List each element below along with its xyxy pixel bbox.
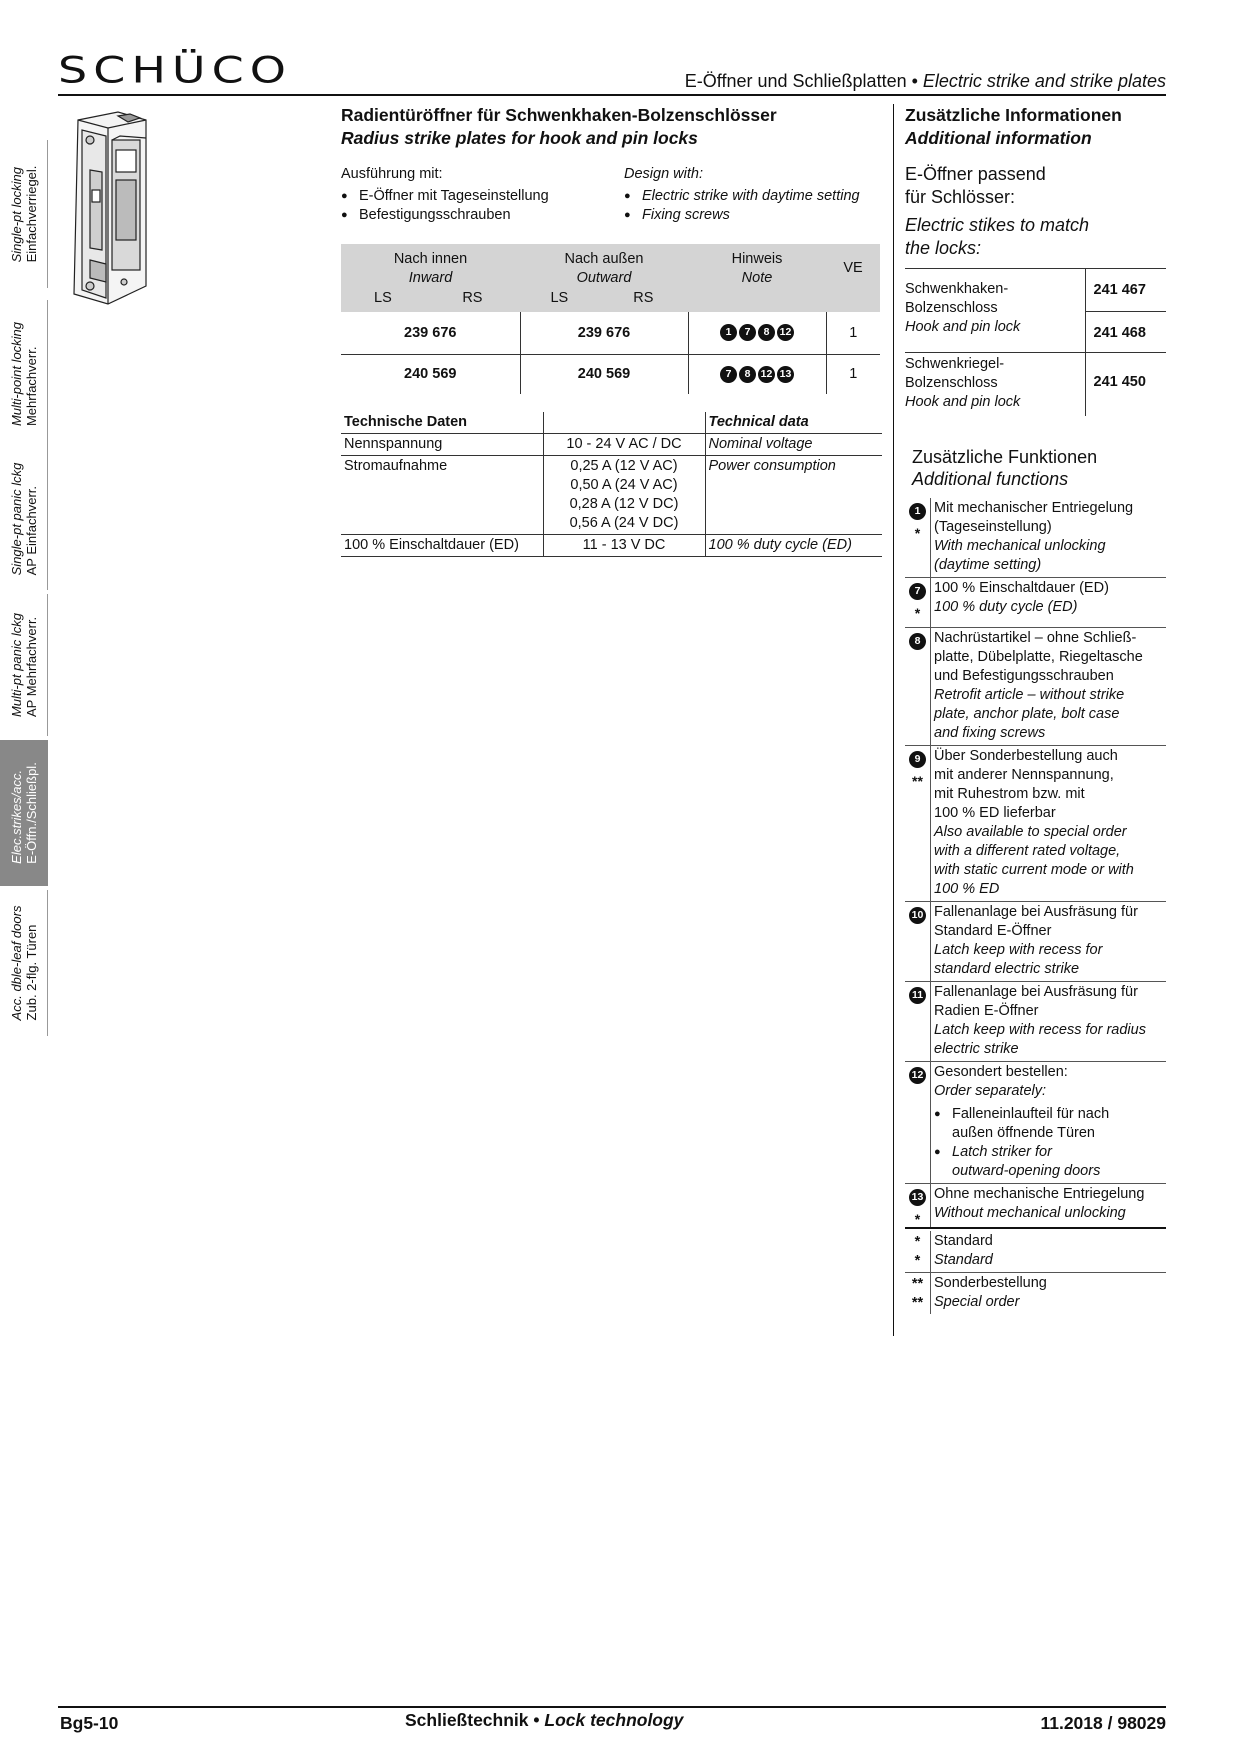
side-tab-multi-pt-panic-locking[interactable] xyxy=(0,594,48,736)
technical-data-table xyxy=(341,412,882,557)
tech-value-group xyxy=(543,456,705,535)
header-title-de: E-Öffner und Schließplatten xyxy=(684,71,907,91)
order-outward-cell: 239 676 xyxy=(520,312,688,354)
function-text-de: Nachrüstartikel – ohne Schließ- xyxy=(934,630,1137,646)
legend-mark: * xyxy=(914,1234,921,1250)
function-sub-text-de: Falleneinlaufteil für nach xyxy=(952,1106,1110,1122)
tech-label-en: Power consumption xyxy=(708,458,836,474)
function-sub-text-en: outward-opening doors xyxy=(952,1163,1101,1179)
function-item xyxy=(905,1062,1166,1184)
table-row xyxy=(341,354,880,394)
function-item xyxy=(905,1184,1166,1229)
header-title-en: Electric strike and strike plates xyxy=(922,71,1166,91)
order-ve-cell: 1 xyxy=(849,324,858,341)
col-outward-ls: LS xyxy=(550,290,569,306)
function-text-de: Gesondert bestellen: xyxy=(934,1064,1068,1080)
note-number-icon: 13 xyxy=(777,366,794,383)
function-text-de: Mit mechanischer Entriegelung xyxy=(934,500,1134,516)
function-text-en: electric strike xyxy=(934,1041,1019,1057)
legend-text-en: Standard xyxy=(934,1252,993,1268)
function-sub-text-en: Latch striker for xyxy=(952,1144,1052,1160)
matching-locks-table xyxy=(905,268,1166,416)
col-inward-de: Nach innen xyxy=(393,251,468,267)
function-number-icon: 8 xyxy=(909,633,926,650)
order-notes-cell xyxy=(688,354,826,394)
design-heading-en: Design with: xyxy=(624,166,703,182)
tech-header-row xyxy=(341,412,882,434)
function-item xyxy=(905,498,1166,578)
lock-name-de: Bolzenschloss xyxy=(905,375,998,391)
side-tab-label-en: Single-pt panic lckg xyxy=(8,462,24,576)
function-text-en: With mechanical unlocking xyxy=(934,538,1106,554)
locks-intro-en: Electric stikes to match xyxy=(905,215,1090,235)
side-tab-label-en: Elec.strikes/acc. xyxy=(9,769,24,864)
column-divider xyxy=(893,104,894,1336)
table-row xyxy=(905,269,1166,312)
star-marker: ** xyxy=(912,773,923,789)
order-inward-cell: 239 676 xyxy=(341,312,520,354)
header-rule xyxy=(58,94,1166,96)
function-text-en: Also available to special order xyxy=(934,824,1127,840)
function-number-icon: 11 xyxy=(909,987,926,1004)
function-sub-text-de: außen öffnende Türen xyxy=(952,1125,1095,1141)
lock-name-cell xyxy=(905,353,1085,417)
function-item xyxy=(905,578,1166,628)
function-text-en: Retrofit article – without strike xyxy=(934,687,1125,703)
page-header-title xyxy=(685,71,1166,92)
function-item xyxy=(905,628,1166,746)
locks-intro xyxy=(905,163,1089,260)
function-text-en: (daytime setting) xyxy=(934,557,1042,573)
table-row xyxy=(905,353,1166,417)
tech-value: 11 - 13 V DC xyxy=(543,535,705,557)
side-tab-label-en: Single-pt locking xyxy=(8,167,24,263)
function-text-en: Latch keep with recess for radius xyxy=(934,1022,1146,1038)
electric-strike-product-image xyxy=(60,110,150,306)
table-row xyxy=(341,312,880,354)
note-number-icon: 7 xyxy=(720,366,737,383)
function-item xyxy=(905,982,1166,1062)
tech-value: 0,25 A (12 V AC) xyxy=(570,458,678,474)
tech-label-en: 100 % duty cycle (ED) xyxy=(708,537,852,553)
legend-text-de: Sonderbestellung xyxy=(934,1275,1047,1291)
lock-name-en: Hook and pin lock xyxy=(905,394,1021,410)
lock-name-de: Schwenkriegel- xyxy=(905,356,1005,372)
function-number-icon: 10 xyxy=(909,907,926,924)
design-bullet-de: ● E-Öffner mit Tageseinstellung xyxy=(341,187,549,206)
order-ve-cell: 1 xyxy=(849,366,858,383)
table-row xyxy=(341,456,882,535)
function-number-icon: 13 xyxy=(909,1189,926,1206)
function-item xyxy=(905,746,1166,902)
footer-section-de: Schließtechnik xyxy=(405,1710,529,1730)
footer-section-en: Lock technology xyxy=(544,1710,684,1730)
order-outward-cell: 240 569 xyxy=(520,354,688,394)
side-tab-label-de: Zub. 2-flg. Türen xyxy=(23,924,39,1021)
col-ve: VE xyxy=(843,260,863,276)
order-number-table xyxy=(341,244,880,394)
note-number-icon: 7 xyxy=(739,324,756,341)
function-text-de: Radien E-Öffner xyxy=(934,1003,1039,1019)
tech-label-de: Nennspannung xyxy=(341,434,543,456)
schueco-logo: SCHÜCO xyxy=(58,48,292,92)
side-tab-single-point-locking[interactable] xyxy=(0,140,48,288)
lock-number: 241 468 xyxy=(1085,312,1166,353)
lock-name-cell xyxy=(905,269,1085,353)
function-text-en: 100 % ED xyxy=(934,881,1000,897)
order-table-header xyxy=(341,244,880,288)
side-tab-label-en: Multi-point locking xyxy=(8,321,24,427)
function-number-icon: 1 xyxy=(909,503,926,520)
footer-section-title xyxy=(405,1710,683,1731)
function-sub-bullet xyxy=(934,1105,1166,1143)
table-row xyxy=(341,434,882,456)
function-text-de: 100 % ED lieferbar xyxy=(934,805,1056,821)
page-number: Bg5-10 xyxy=(60,1713,119,1733)
function-text-en: Without mechanical unlocking xyxy=(934,1205,1126,1221)
star-marker: * xyxy=(914,525,921,541)
additional-info-title-de: Zusätzliche Informationen xyxy=(905,105,1122,125)
tech-head-en: Technical data xyxy=(708,414,809,430)
tech-value: 0,56 A (24 V DC) xyxy=(569,515,679,531)
legend-text-en: Special order xyxy=(934,1294,1020,1310)
additional-info-title-en: Additional information xyxy=(905,128,1092,148)
additional-info-title xyxy=(905,104,1122,150)
function-text-en: with a different rated voltage, xyxy=(934,843,1121,859)
col-note-en: Note xyxy=(741,270,773,286)
design-bullet-en: ● Fixing screws xyxy=(624,206,860,225)
header-title-sep: • xyxy=(906,71,923,91)
function-text-de: mit Ruhestrom bzw. mit xyxy=(934,786,1085,802)
additional-functions-title xyxy=(912,446,1097,490)
function-text-en: plate, anchor plate, bolt case xyxy=(934,706,1120,722)
design-bullet-en: ● Electric strike with daytime setting xyxy=(624,187,860,206)
col-inward-rs: RS xyxy=(462,290,483,306)
side-tab-multi-point-locking[interactable] xyxy=(0,300,48,448)
function-text-en: and fixing screws xyxy=(934,725,1046,741)
footer-doc-reference: 11.2018 / 98029 xyxy=(1040,1713,1166,1733)
tech-label-de: 100 % Einschaltdauer (ED) xyxy=(341,535,543,557)
tech-label-de: Stromaufnahme xyxy=(341,456,543,535)
function-text-de: Ohne mechanische Entriegelung xyxy=(934,1186,1145,1202)
design-en-block xyxy=(624,166,860,225)
star-marker: * xyxy=(914,605,921,621)
function-text-de: Standard E-Öffner xyxy=(934,923,1052,939)
design-de-block xyxy=(341,166,549,225)
side-tab-single-pt-panic-locking[interactable] xyxy=(0,448,48,590)
function-number-icon: 9 xyxy=(909,751,926,768)
tech-label-en: Nominal voltage xyxy=(708,436,813,452)
function-text-de: mit anderer Nennspannung, xyxy=(934,767,1114,783)
side-tab-electric-strikes-active[interactable] xyxy=(0,740,48,886)
product-title-en: Radius strike plates for hook and pin locks xyxy=(341,128,698,148)
note-number-icon: 12 xyxy=(777,324,794,341)
product-title xyxy=(341,104,777,150)
legend-mark: ** xyxy=(911,1295,924,1311)
order-inward-cell: 240 569 xyxy=(341,354,520,394)
product-title-de: Radientüröffner für Schwenkhaken-Bolzenschlösser xyxy=(341,105,777,125)
function-text-en: Latch keep with recess for xyxy=(934,942,1103,958)
locks-intro-de: für Schlösser: xyxy=(905,187,1016,207)
function-text-de: und Befestigungsschrauben xyxy=(934,668,1114,684)
note-number-icon: 8 xyxy=(739,366,756,383)
side-tab-accessories-double-leaf[interactable] xyxy=(0,890,48,1036)
side-tab-label-de: E-Öffn./Schließpl. xyxy=(24,762,39,864)
lock-name-de: Schwenkhaken- xyxy=(905,281,1009,297)
function-text-en: 100 % duty cycle (ED) xyxy=(934,599,1078,615)
lock-name-de: Bolzenschloss xyxy=(905,300,998,316)
additional-functions-list xyxy=(905,498,1166,1314)
star-marker: * xyxy=(914,1211,921,1227)
note-number-icon: 12 xyxy=(758,366,775,383)
lock-number: 241 467 xyxy=(1085,269,1166,312)
additional-functions-title-en: Additional functions xyxy=(912,469,1069,489)
table-row xyxy=(341,535,882,557)
note-number-icon: 8 xyxy=(758,324,775,341)
locks-intro-en: the locks: xyxy=(905,238,982,258)
design-heading-de: Ausführung mit: xyxy=(341,166,443,182)
legend-mark: ** xyxy=(911,1276,924,1292)
function-number-icon: 12 xyxy=(909,1067,926,1084)
function-text-en: Order separately: xyxy=(934,1083,1047,1099)
col-note-de: Hinweis xyxy=(731,251,783,267)
additional-functions-title-de: Zusätzliche Funktionen xyxy=(912,447,1098,467)
function-text-de: 100 % Einschaltdauer (ED) xyxy=(934,580,1109,596)
side-tab-label-de: Einfachverriegel. xyxy=(23,165,39,263)
side-tab-label-en: Acc. dble-leaf doors xyxy=(8,905,24,1021)
function-text-de: platte, Dübelplatte, Riegeltasche xyxy=(934,649,1143,665)
order-notes-cell xyxy=(688,312,826,354)
footer-rule xyxy=(58,1706,1166,1708)
side-tab-label-de: AP Mehrfachverr. xyxy=(23,616,39,718)
col-inward-en: Inward xyxy=(408,270,453,286)
side-tab-label-en: Multi-pt panic lckg xyxy=(8,612,24,718)
function-text-en: standard electric strike xyxy=(934,961,1080,977)
function-text-de: Fallenanlage bei Ausfräsung für xyxy=(934,984,1138,1000)
footer-section-sep: • xyxy=(528,1710,545,1730)
side-tab-label-de: AP Einfachverr. xyxy=(23,485,39,576)
locks-intro-de: E-Öffner passend xyxy=(905,164,1046,184)
function-text-de: Fallenanlage bei Ausfräsung für xyxy=(934,904,1138,920)
col-inward-ls: LS xyxy=(374,290,392,306)
function-text-de: (Tageseinstellung) xyxy=(934,519,1052,535)
tech-value: 0,50 A (24 V AC) xyxy=(570,477,678,493)
tech-value: 0,28 A (12 V DC) xyxy=(569,496,679,512)
legend-text-de: Standard xyxy=(934,1233,993,1249)
tech-value: 10 - 24 V AC / DC xyxy=(543,434,705,456)
tech-head-de: Technische Daten xyxy=(341,412,543,434)
col-outward-rs: RS xyxy=(633,290,654,306)
tech-head-value xyxy=(543,412,705,434)
lock-name-en: Hook and pin lock xyxy=(905,319,1021,335)
note-number-icon: 1 xyxy=(720,324,737,341)
function-text-en: with static current mode or with xyxy=(934,862,1134,878)
lock-number: 241 450 xyxy=(1093,374,1146,390)
design-bullet-de: ● Befestigungsschrauben xyxy=(341,206,549,225)
function-sub-bullet xyxy=(934,1143,1166,1181)
function-text-de: Über Sonderbestellung auch xyxy=(934,748,1118,764)
side-tab-label-de: Mehrfachverr. xyxy=(23,346,39,427)
function-item xyxy=(905,902,1166,982)
legend-item-special-order xyxy=(905,1273,1166,1314)
function-number-icon: 7 xyxy=(909,583,926,600)
col-outward-en: Outward xyxy=(576,270,632,286)
col-outward-de: Nach außen xyxy=(564,251,644,267)
legend-item-standard xyxy=(905,1231,1166,1273)
legend-mark: * xyxy=(914,1253,921,1269)
